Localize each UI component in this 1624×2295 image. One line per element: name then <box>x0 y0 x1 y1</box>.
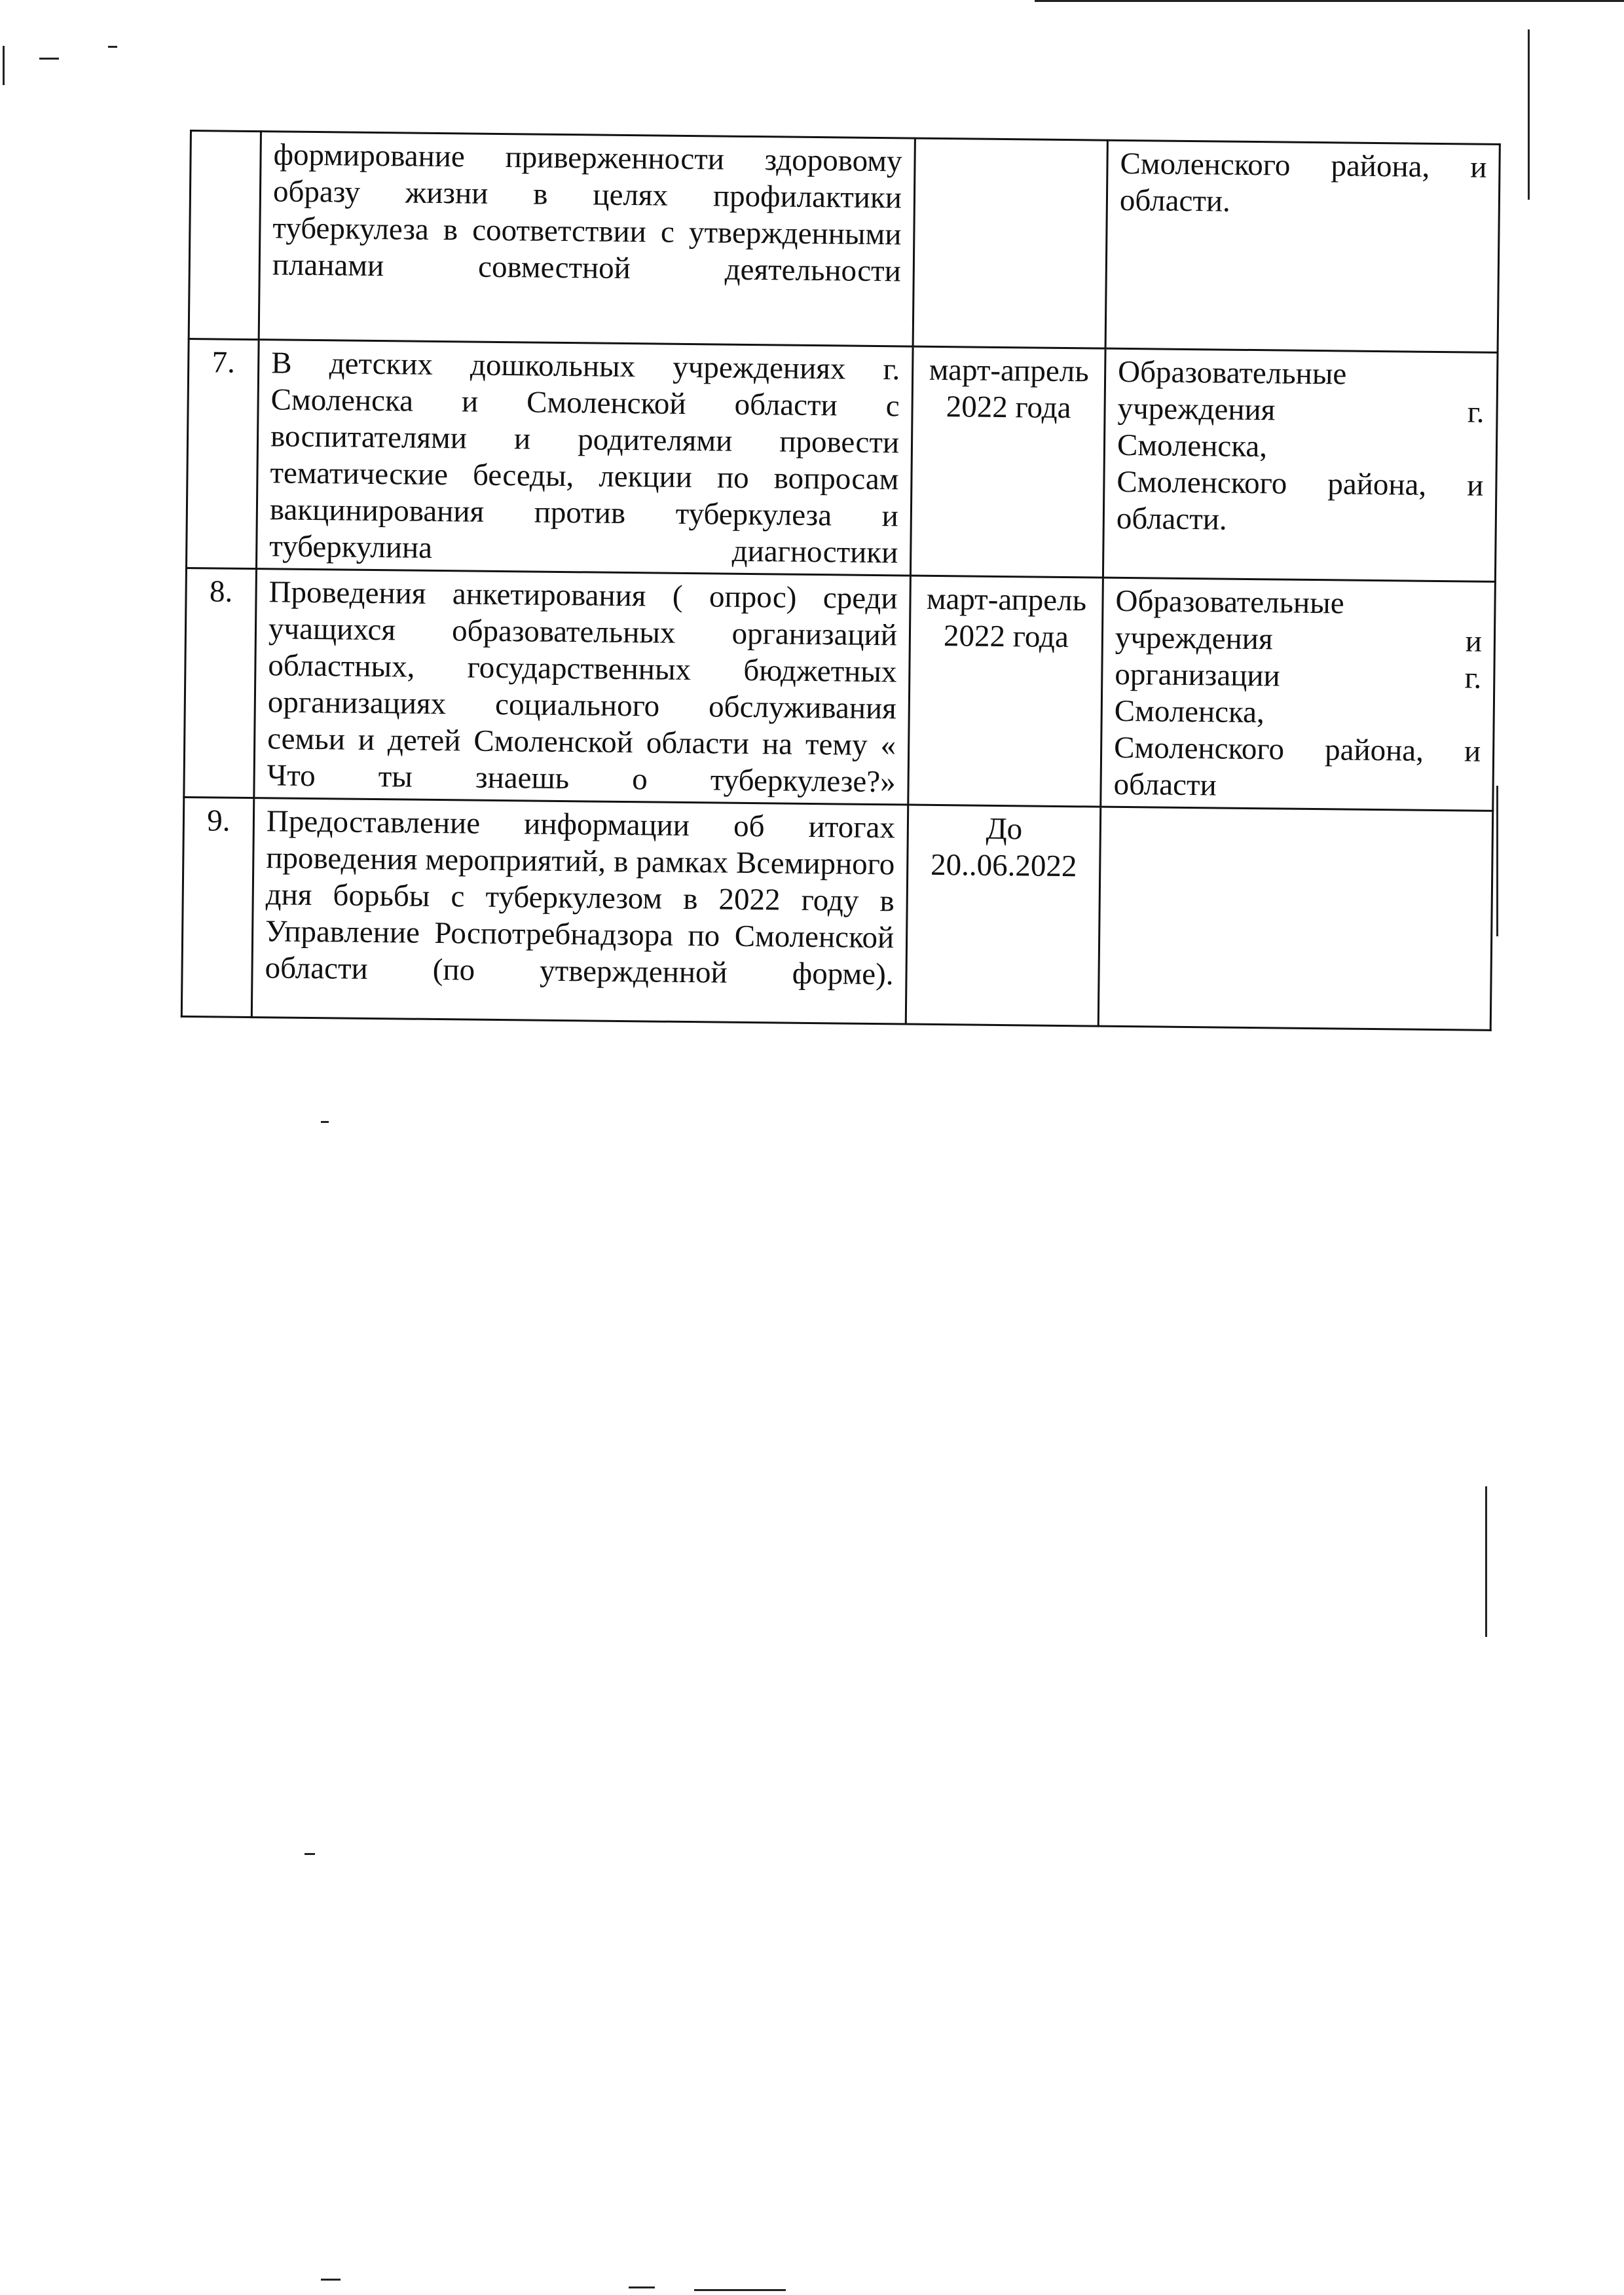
responsible-line: Смоленского района, и <box>1120 146 1487 185</box>
row-responsible <box>1098 807 1492 1030</box>
responsible-line: учреждения и <box>1115 620 1483 659</box>
responsible-line: области <box>1113 767 1217 803</box>
plan-table <box>181 130 1501 1031</box>
row-content <box>259 132 915 346</box>
scan-margin-line <box>1528 29 1530 200</box>
table-row <box>184 568 1496 811</box>
responsible-line: области. <box>1116 501 1227 537</box>
scan-margin-line <box>1496 786 1498 936</box>
row-number: 9. <box>181 797 254 1017</box>
responsible-line: Образовательные <box>1117 354 1347 392</box>
scan-mark <box>321 2279 341 2281</box>
row-content-text: формирование приверженности здоровому образу жизни в целях профилактики туберкулеза в соответствии с утвержденными планами совместной деятельности <box>272 138 902 289</box>
responsible-line: Смоленска, <box>1114 693 1265 730</box>
row-content <box>256 340 913 576</box>
row-number: 7. <box>186 339 259 568</box>
row-content <box>251 798 908 1024</box>
row-date: До 20..06.2022 <box>906 805 1100 1026</box>
responsible-line: области. <box>1119 183 1231 219</box>
scan-mark <box>39 58 59 60</box>
responsible-line: учреждения г. <box>1117 391 1485 430</box>
table-row <box>189 131 1500 353</box>
row-content-text: Предоставление информации об итогах проведения мероприятий, в рамках Всемирного дня борьбы с туберкулезом в 2022 году в Управление Роспотребнадзора по Смоленской области (по утвержденной форме). <box>265 804 896 992</box>
row-responsible <box>1101 578 1496 811</box>
responsible-line: Смоленского района, и <box>1113 730 1481 769</box>
scan-border-line-top <box>1035 0 1624 2</box>
row-date: март-апрель 2022 года <box>910 346 1105 578</box>
row-date: март-апрель 2022 года <box>908 576 1103 807</box>
table-row <box>186 339 1498 581</box>
row-responsible <box>1105 140 1500 352</box>
scan-mark <box>629 2286 655 2288</box>
responsible-line: Образовательные <box>1115 583 1344 621</box>
scan-mark <box>694 2289 786 2291</box>
row-number: 8. <box>184 568 257 798</box>
responsible-line: Смоленска, <box>1116 428 1268 464</box>
scan-mark <box>321 1121 329 1123</box>
scan-margin-line <box>1485 1486 1487 1637</box>
plan-table-container <box>181 130 1486 1031</box>
scan-mark <box>304 1853 315 1855</box>
responsible-line: Смоленского района, и <box>1116 464 1484 503</box>
scan-mark <box>108 46 117 48</box>
responsible-line: организации г. <box>1115 657 1482 695</box>
row-content-text: Проведения анкетирования ( опрос) среди учащихся образовательных организаций областных, государственных бюджетных организациях социального обслуживания семьи и детей Смоленской области на тему « Что ты знаешь о туберкулезе?» <box>267 575 898 799</box>
row-number <box>189 131 261 340</box>
row-date <box>913 138 1107 348</box>
row-content <box>254 569 911 805</box>
table-row <box>181 797 1492 1030</box>
row-content-text: В детских дошкольных учреждениях г. Смоленска и Смоленской области с воспитателями и родителями провести тематические беседы, лекции по вопросам вакцинирования против туберкулеза и туберкулина диагностики <box>269 346 900 570</box>
row-responsible <box>1103 348 1498 581</box>
scan-border-line-left <box>3 46 5 85</box>
